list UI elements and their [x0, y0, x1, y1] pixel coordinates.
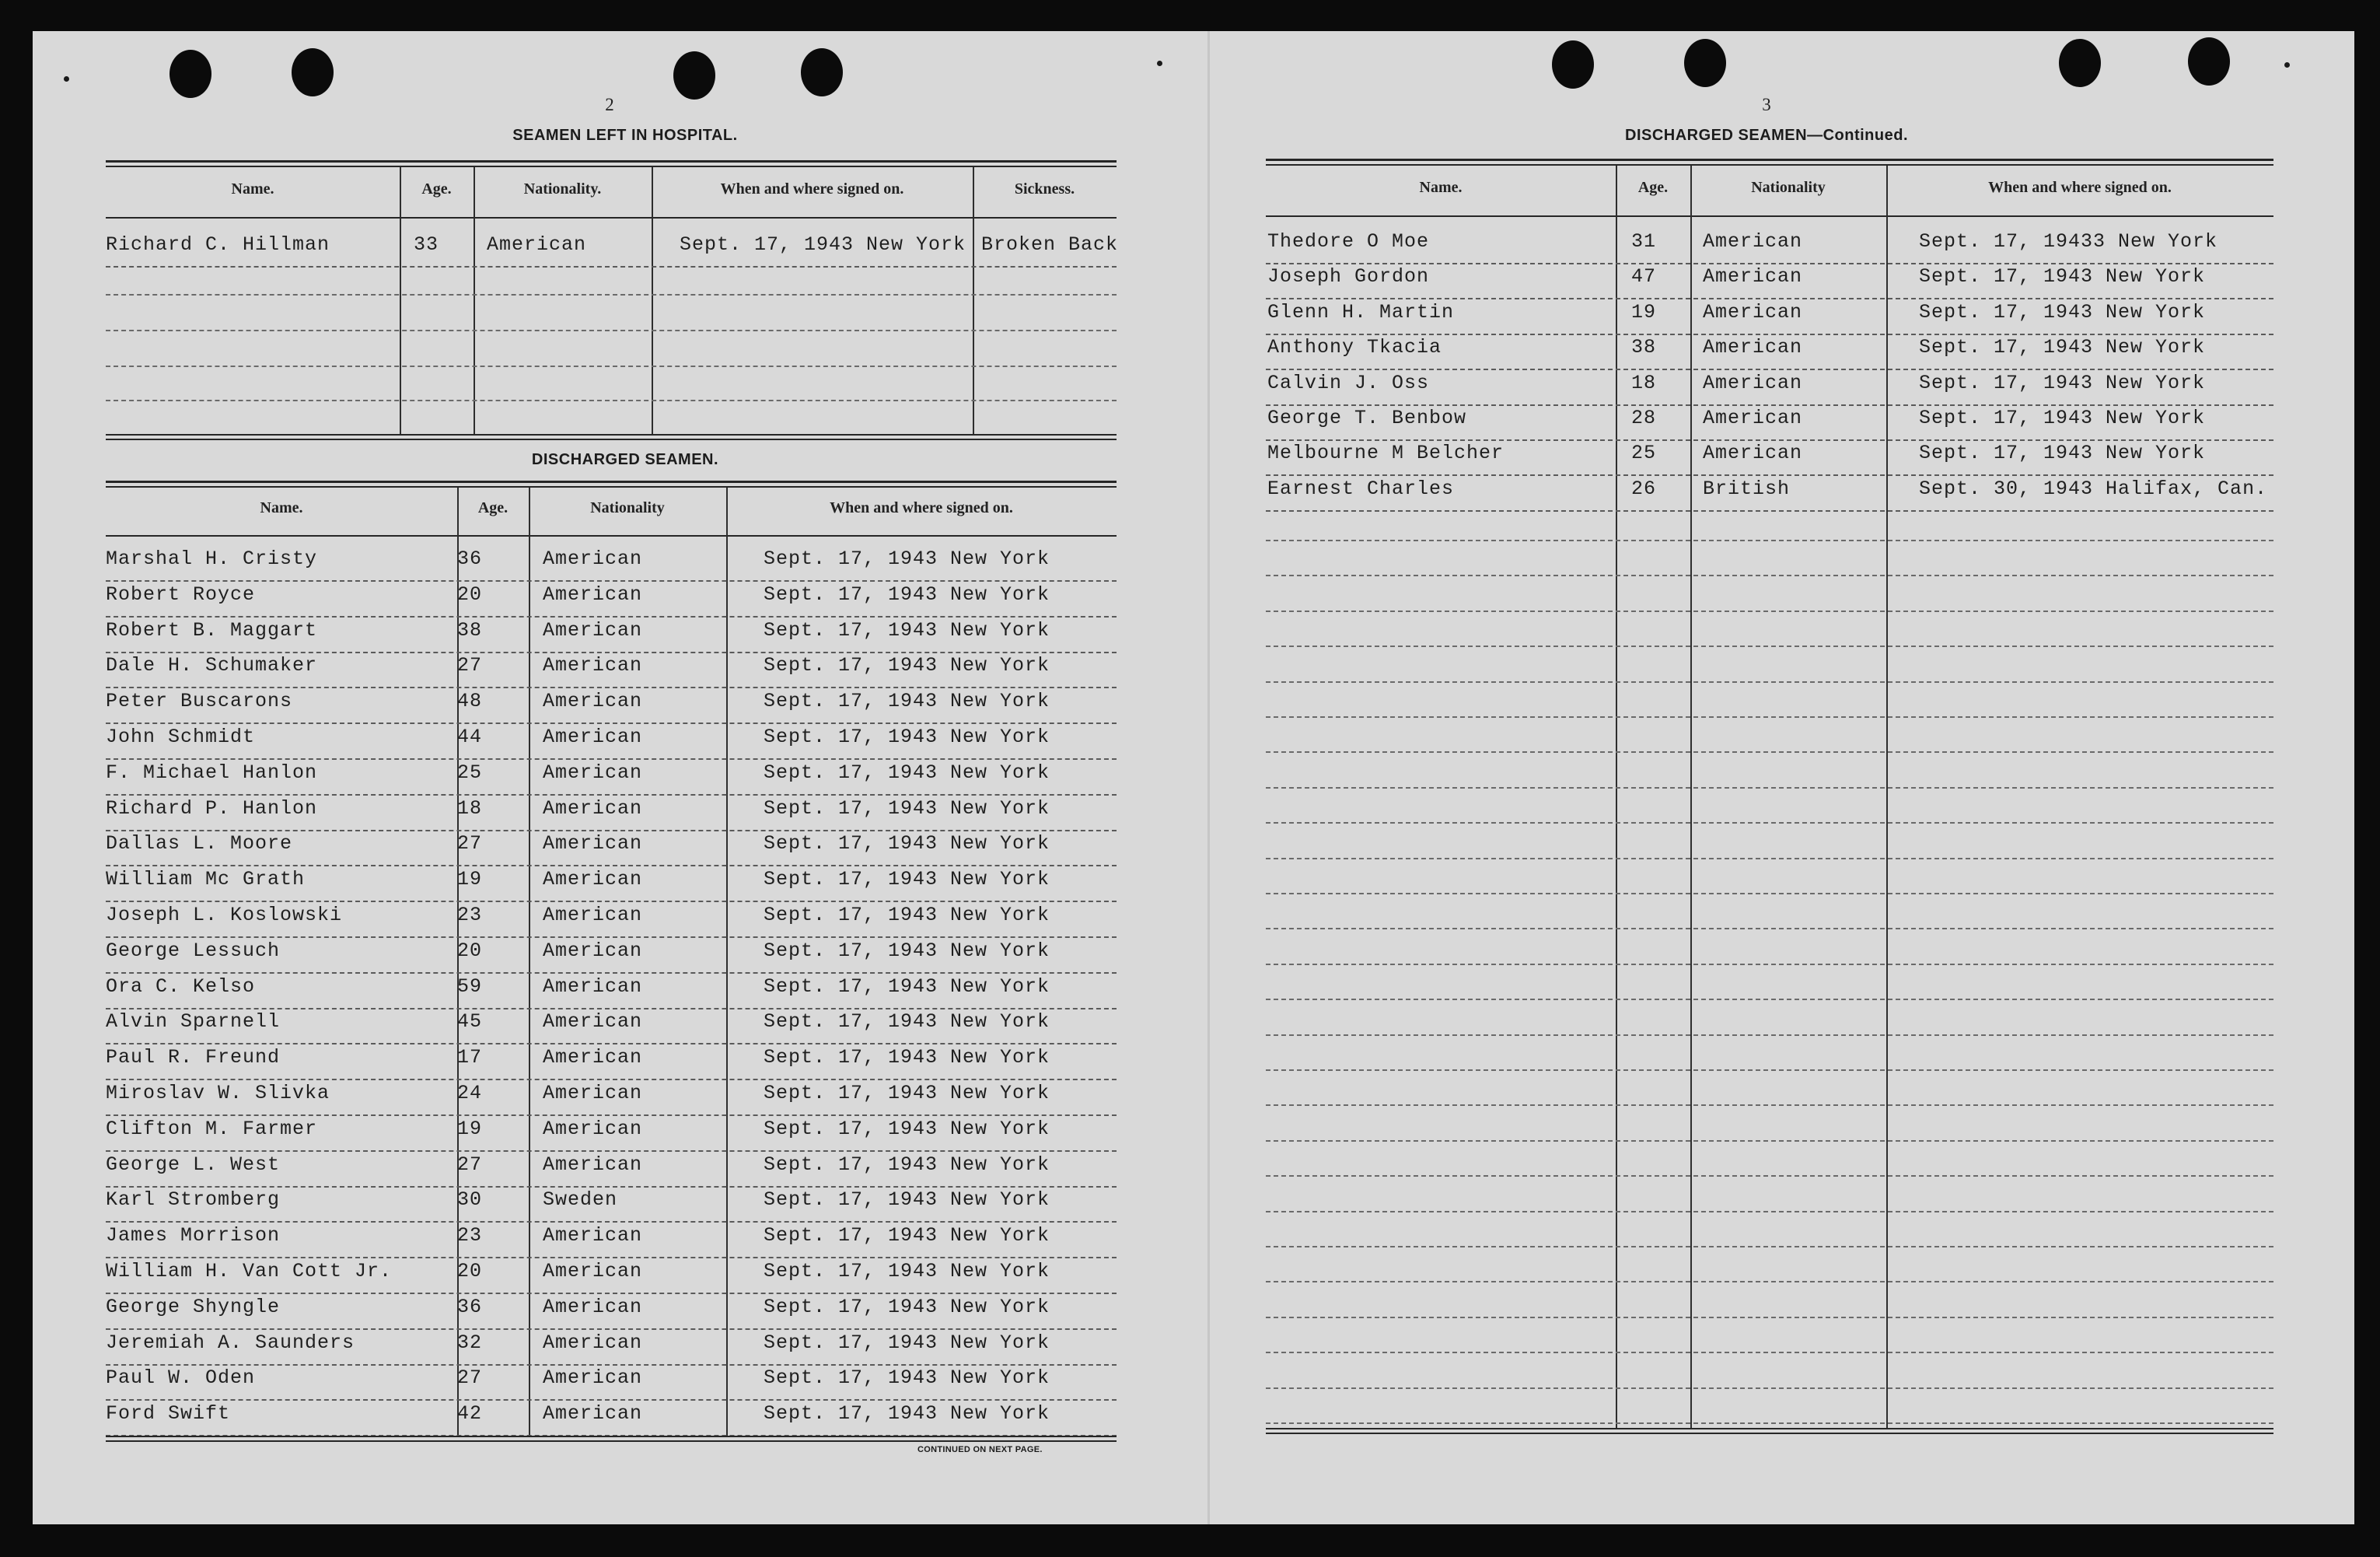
empty-row: [1266, 1422, 2273, 1424]
col-header-name: Name.: [260, 499, 303, 516]
table-top-rule: [1266, 159, 2273, 161]
col-header-age: Age.: [1637, 179, 1669, 196]
cell-nationality: British: [1703, 477, 1791, 500]
table-row: [106, 1328, 1117, 1366]
col-header-signed-on: When and where signed on.: [1988, 179, 2172, 196]
cell-signed-on: Sept. 17, 1943 New York: [764, 1188, 1050, 1212]
cell-nationality: American: [543, 583, 643, 606]
cell-age: 25: [457, 761, 483, 784]
empty-row: [1266, 787, 2273, 789]
cell-age: 20: [457, 939, 483, 962]
cell-signed-on: Sept. 17, 1943 New York: [1919, 442, 2206, 465]
cell-nationality: American: [543, 1224, 643, 1247]
table-row: [106, 687, 1117, 724]
cell-signed-on: Sept. 17, 1943 New York: [764, 690, 1050, 713]
table-row: [106, 758, 1117, 796]
table-row: [106, 1293, 1117, 1330]
empty-row: [1266, 1281, 2273, 1282]
cell-age: 47: [1631, 265, 1657, 289]
table-row: [106, 1221, 1117, 1258]
punch-hole: [2188, 37, 2230, 86]
empty-row: [1266, 681, 2273, 683]
cell-nationality: American: [1703, 407, 1803, 429]
column-divider: [400, 167, 401, 435]
cell-age: 45: [457, 1010, 483, 1034]
empty-row: [106, 330, 1117, 331]
empty-row: [1266, 1246, 2273, 1247]
cell-signed-on: Sept. 30, 1943 Halifax, Can.: [1919, 477, 2268, 500]
cell-age: 33: [414, 233, 439, 256]
cell-age: 38: [1631, 336, 1657, 359]
table-row: [106, 1363, 1117, 1401]
cell-nationality: American: [543, 690, 643, 713]
cell-signed-on: Sept. 17, 1943 New York: [1919, 300, 2206, 324]
cell-age: 27: [457, 1153, 483, 1176]
cell-name: Anthony Tkacia: [1267, 336, 1442, 359]
table-row: [106, 1399, 1117, 1436]
cell-name: Thedore O Moe: [1267, 230, 1430, 253]
cell-age: 36: [457, 1295, 483, 1318]
cell-nationality: American: [543, 654, 643, 677]
cell-name: Glenn H. Martin: [1267, 300, 1455, 324]
table-row: [106, 544, 1117, 582]
cell-signed-on: Sept. 17, 1943 New York: [764, 904, 1050, 926]
table-row: [106, 1257, 1117, 1294]
cell-name: George T. Benbow: [1267, 407, 1467, 429]
table-row: [1266, 404, 2273, 441]
empty-row: [1266, 1140, 2273, 1142]
table-row: [1266, 262, 2273, 299]
empty-row: [1266, 893, 2273, 894]
cell-nationality: American: [543, 868, 643, 891]
cell-signed-on: Sept. 17, 1943 New York: [764, 1046, 1050, 1069]
cell-nationality: American: [543, 974, 643, 998]
punch-hole: [1552, 40, 1594, 89]
cell-sickness: Broken Back: [981, 233, 1119, 256]
empty-row: [106, 400, 1117, 401]
table-row: [106, 794, 1117, 831]
table-row: [106, 901, 1117, 938]
cell-signed-on: Sept. 17, 1943 New York: [764, 583, 1050, 606]
table-top-rule: [1266, 164, 2273, 166]
empty-row: [1266, 646, 2273, 647]
cell-name: George Shyngle: [106, 1295, 281, 1318]
cell-name: Marshal H. Cristy: [106, 548, 318, 570]
empty-row: [1266, 964, 2273, 965]
cell-age: 42: [457, 1402, 483, 1426]
cell-name: Melbourne M Belcher: [1267, 442, 1505, 465]
cell-age: 36: [457, 548, 483, 570]
cell-nationality: American: [543, 904, 643, 926]
cell-name: F. Michael Hanlon: [106, 761, 318, 784]
cell-name: Jeremiah A. Saunders: [106, 1331, 355, 1354]
cell-nationality: American: [543, 1366, 643, 1390]
empty-row: [1266, 822, 2273, 824]
cell-signed-on: Sept. 17, 1943 New York: [764, 618, 1050, 642]
cell-signed-on: Sept. 17, 1943 New York: [764, 548, 1050, 570]
punch-hole: [170, 50, 211, 98]
speck: [1157, 61, 1162, 66]
column-divider: [973, 167, 974, 435]
cell-name: George L. West: [106, 1153, 281, 1176]
table-row: [1266, 474, 2273, 512]
cell-nationality: American: [487, 233, 587, 256]
cell-age: 18: [457, 796, 483, 820]
speck: [2284, 62, 2290, 68]
empty-row: [1266, 1211, 2273, 1212]
table-row: [106, 972, 1117, 1009]
col-header-signed-on: When and where signed on.: [720, 180, 904, 198]
punch-hole: [1684, 39, 1726, 87]
cell-nationality: American: [543, 1082, 643, 1104]
empty-row: [1266, 1034, 2273, 1036]
cell-signed-on: Sept. 17, 1943 New York: [764, 1260, 1050, 1282]
cell-name: George Lessuch: [106, 939, 281, 962]
col-header-nationality: Nationality: [590, 499, 665, 516]
cell-nationality: American: [1703, 371, 1803, 394]
header-rule: [1266, 215, 2273, 217]
cell-age: 38: [457, 618, 483, 642]
table-row: [106, 651, 1117, 688]
cell-nationality: American: [543, 1402, 643, 1426]
cell-age: 27: [457, 832, 483, 855]
cell-signed-on: Sept. 17, 1943 New York: [764, 654, 1050, 677]
cell-nationality: American: [543, 548, 643, 570]
empty-row: [1266, 1175, 2273, 1177]
table-row: [106, 865, 1117, 902]
cell-age: 26: [1631, 477, 1657, 500]
cell-signed-on: Sept. 17, 1943 New York: [1919, 371, 2206, 394]
cell-nationality: American: [1703, 442, 1803, 465]
cell-age: 44: [457, 726, 483, 748]
table-row: [106, 580, 1117, 618]
cell-age: 30: [457, 1188, 483, 1212]
header-rule: [106, 535, 1117, 537]
cell-name: Paul R. Freund: [106, 1046, 281, 1069]
continued-note: CONTINUED ON NEXT PAGE.: [917, 1445, 1043, 1454]
cell-name: Joseph L. Koslowski: [106, 904, 343, 926]
cell-signed-on: Sept. 17, 1943 New York: [764, 1295, 1050, 1318]
cell-nationality: American: [543, 1117, 643, 1140]
cell-name: Alvin Sparnell: [106, 1010, 281, 1034]
cell-name: Karl Stromberg: [106, 1188, 281, 1212]
cell-nationality: American: [543, 618, 643, 642]
cell-signed-on: Sept. 17, 1943 New York: [764, 1402, 1050, 1426]
table-top-rule: [106, 481, 1117, 483]
table-top-rule: [106, 486, 1117, 488]
empty-row: [1266, 1069, 2273, 1071]
punch-hole: [292, 48, 334, 96]
section-bottom-rule: [106, 439, 1117, 440]
cell-age: 24: [457, 1082, 483, 1104]
cell-nationality: American: [543, 1153, 643, 1176]
col-header-signed-on: When and where signed on.: [830, 499, 1013, 516]
empty-row: [1266, 858, 2273, 859]
col-header-age: Age.: [421, 180, 452, 198]
cell-age: 31: [1631, 230, 1657, 253]
cell-name: Dale H. Schumaker: [106, 654, 318, 677]
col-header-name: Name.: [231, 180, 274, 198]
cell-signed-on: Sept. 17, 1943 New York: [764, 726, 1050, 748]
col-header-nationality: Nationality.: [523, 180, 602, 198]
cell-signed-on: Sept. 17, 1943 New York: [680, 233, 966, 256]
discharged-section-title: DISCHARGED SEAMEN.: [531, 451, 719, 468]
table-bottom-rule: [106, 1440, 1117, 1442]
cell-age: 20: [457, 583, 483, 606]
empty-row: [1266, 611, 2273, 612]
speck: [64, 76, 69, 82]
cell-signed-on: Sept. 17, 1943 New York: [764, 1331, 1050, 1354]
cell-age: 18: [1631, 371, 1657, 394]
cell-nationality: American: [543, 726, 643, 748]
empty-row: [106, 294, 1117, 296]
cell-name: Richard P. Hanlon: [106, 796, 318, 820]
cell-age: 48: [457, 690, 483, 713]
cell-name: Earnest Charles: [1267, 477, 1455, 500]
table-row: [106, 1007, 1117, 1044]
cell-age: 59: [457, 974, 483, 998]
cell-signed-on: Sept. 17, 1943 New York: [1919, 265, 2206, 289]
cell-age: 19: [457, 868, 483, 891]
cell-nationality: American: [1703, 336, 1803, 359]
cell-signed-on: Sept. 17, 1943 New York: [764, 939, 1050, 962]
cell-age: 19: [457, 1117, 483, 1140]
cell-name: Robert Royce: [106, 583, 256, 606]
empty-row: [1266, 716, 2273, 718]
cell-age: 32: [457, 1331, 483, 1354]
cell-name: Joseph Gordon: [1267, 265, 1430, 289]
col-header-age: Age.: [477, 499, 509, 516]
header-rule: [106, 217, 1117, 219]
cell-signed-on: Sept. 17, 1943 New York: [764, 1010, 1050, 1034]
table-row: [106, 616, 1117, 653]
empty-row: [1266, 1104, 2273, 1106]
table-row: [106, 1185, 1117, 1223]
cell-name: William H. Van Cott Jr.: [106, 1260, 393, 1282]
cell-signed-on: Sept. 17, 1943 New York: [764, 1224, 1050, 1247]
continued-section-title: DISCHARGED SEAMEN—Continued.: [1625, 127, 1908, 144]
cell-age: 23: [457, 1224, 483, 1247]
punch-hole: [801, 48, 843, 96]
page-number: 2: [605, 95, 614, 114]
table-bottom-rule: [1266, 1433, 2273, 1434]
empty-row: [1266, 1387, 2273, 1389]
cell-name: Peter Buscarons: [106, 690, 293, 713]
cell-age: 19: [1631, 300, 1657, 324]
table-top-rule: [106, 160, 1117, 163]
table-row: [1266, 333, 2273, 370]
cell-name: Dallas L. Moore: [106, 832, 293, 855]
punch-hole: [2059, 39, 2101, 87]
section-bottom-rule: [106, 434, 1117, 436]
col-header-sickness: Sickness.: [1014, 180, 1075, 198]
table-row: [1266, 298, 2273, 335]
cell-name: Robert B. Maggart: [106, 618, 318, 642]
empty-row: [1266, 1352, 2273, 1353]
cell-nationality: American: [543, 1295, 643, 1318]
table-bottom-rule: [1266, 1428, 2273, 1429]
cell-signed-on: Sept. 17, 19433 New York: [1919, 230, 2218, 253]
cell-nationality: American: [543, 832, 643, 855]
table-row: [1266, 227, 2273, 264]
cell-nationality: Sweden: [543, 1188, 618, 1212]
col-header-name: Name.: [1419, 179, 1463, 196]
table-top-rule: [106, 166, 1117, 167]
column-divider: [474, 167, 475, 435]
cell-nationality: American: [1703, 300, 1803, 324]
cell-name: Miroslav W. Slivka: [106, 1082, 330, 1104]
cell-name: Richard C. Hillman: [106, 233, 330, 256]
cell-name: Paul W. Oden: [106, 1366, 256, 1390]
column-divider: [652, 167, 653, 435]
table-row: [106, 1079, 1117, 1116]
cell-age: 17: [457, 1046, 483, 1069]
cell-nationality: American: [1703, 230, 1803, 253]
cell-signed-on: Sept. 17, 1943 New York: [764, 1117, 1050, 1140]
cell-nationality: American: [543, 1260, 643, 1282]
page-fold: [1207, 31, 1210, 1524]
table-row: [106, 936, 1117, 974]
empty-row: [1266, 575, 2273, 576]
cell-signed-on: Sept. 17, 1943 New York: [764, 761, 1050, 784]
cell-age: 27: [457, 1366, 483, 1390]
hospital-row: [106, 230, 1117, 268]
page-number: 3: [1762, 95, 1771, 114]
table-row: [106, 723, 1117, 760]
cell-nationality: American: [543, 1046, 643, 1069]
cell-signed-on: Sept. 17, 1943 New York: [764, 1082, 1050, 1104]
cell-signed-on: Sept. 17, 1943 New York: [764, 974, 1050, 998]
empty-row: [1266, 928, 2273, 929]
table-row: [1266, 439, 2273, 476]
empty-row: [1266, 540, 2273, 541]
cell-nationality: American: [543, 796, 643, 820]
cell-nationality: American: [543, 939, 643, 962]
table-row: [106, 829, 1117, 866]
cell-signed-on: Sept. 17, 1943 New York: [1919, 407, 2206, 429]
table-row: [1266, 369, 2273, 406]
empty-row: [1266, 999, 2273, 1000]
cell-name: Clifton M. Farmer: [106, 1117, 318, 1140]
cell-name: John Schmidt: [106, 726, 256, 748]
table-row: [106, 1114, 1117, 1152]
cell-signed-on: Sept. 17, 1943 New York: [764, 832, 1050, 855]
cell-signed-on: Sept. 17, 1943 New York: [764, 796, 1050, 820]
cell-name: James Morrison: [106, 1224, 281, 1247]
cell-age: 25: [1631, 442, 1657, 465]
cell-name: Calvin J. Oss: [1267, 371, 1430, 394]
col-header-nationality: Nationality: [1751, 179, 1826, 196]
cell-nationality: American: [543, 1331, 643, 1354]
empty-row: [1266, 1317, 2273, 1318]
table-row: [106, 1043, 1117, 1080]
cell-name: Ford Swift: [106, 1402, 231, 1426]
cell-age: 23: [457, 904, 483, 926]
cell-signed-on: Sept. 17, 1943 New York: [764, 868, 1050, 891]
hospital-section-title: SEAMEN LEFT IN HOSPITAL.: [512, 127, 738, 144]
cell-nationality: American: [543, 761, 643, 784]
cell-age: 27: [457, 654, 483, 677]
cell-nationality: American: [1703, 265, 1803, 289]
empty-row: [1266, 751, 2273, 753]
cell-signed-on: Sept. 17, 1943 New York: [1919, 336, 2206, 359]
empty-row: [106, 366, 1117, 367]
cell-name: Ora C. Kelso: [106, 974, 256, 998]
punch-hole: [673, 51, 715, 100]
table-bottom-rule: [106, 1436, 1117, 1437]
cell-age: 20: [457, 1260, 483, 1282]
cell-signed-on: Sept. 17, 1943 New York: [764, 1366, 1050, 1390]
table-row: [106, 1150, 1117, 1188]
cell-name: William Mc Grath: [106, 868, 306, 891]
cell-nationality: American: [543, 1010, 643, 1034]
cell-age: 28: [1631, 407, 1657, 429]
cell-signed-on: Sept. 17, 1943 New York: [764, 1153, 1050, 1176]
